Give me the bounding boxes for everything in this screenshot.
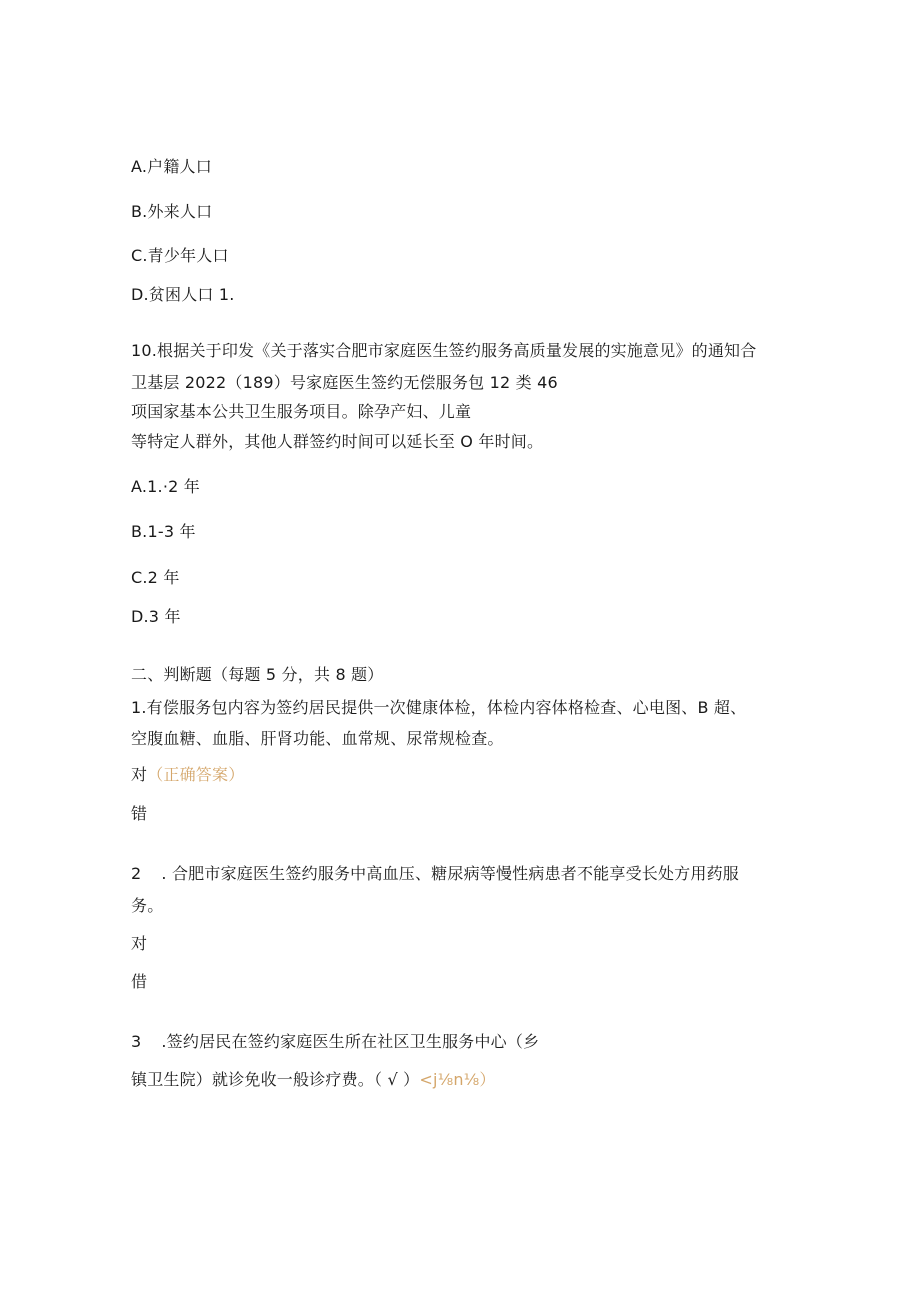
correct-answer-hint: （正确答案） xyxy=(147,765,245,784)
judge-q2-number: 2 xyxy=(131,864,142,883)
judge-q2-line-2: 务。 xyxy=(131,896,164,915)
q9-option-b: B.外来人口 xyxy=(131,202,213,221)
judge-q3-line-1 xyxy=(131,1032,539,1052)
section-heading: 二、判断题（每题 5 分，共 8 题） xyxy=(131,665,384,684)
q10-option-b: B.1-3 年 xyxy=(131,522,196,541)
q9-option-d: D.贫困人口 1. xyxy=(131,285,235,304)
q10-option-c: C.2 年 xyxy=(131,568,180,587)
q10-text-line-4: 等特定人群外，其他人群签约时间可以延长至 O 年时间。 xyxy=(131,432,544,451)
judge-q3-text-2: 镇卫生院）就诊免收一般诊疗费。（ √ ） xyxy=(131,1070,420,1089)
judge-q1-option-true xyxy=(131,765,244,785)
judge-q3-answer-hint: <j⅛n⅛） xyxy=(419,1070,496,1089)
judge-q1-option-false: 错 xyxy=(131,804,148,823)
q9-option-c: C.青少年人口 xyxy=(131,246,229,265)
judge-q2-option-true: 对 xyxy=(131,934,148,953)
judge-q2-text: . 合肥市家庭医生签约服务中高血压、糖尿病等慢性病患者不能享受长处方用药服 xyxy=(161,864,739,883)
q10-text-line-3: 项国家基本公共卫生服务项目。除孕产妇、儿童 xyxy=(131,402,472,421)
q10-option-a: A.1.·2 年 xyxy=(131,477,200,496)
judge-q3-text: .签约居民在签约家庭医生所在社区卫生服务中心（乡 xyxy=(161,1032,540,1051)
q10-text-line-1: 10.根据关于印发《关于落实合肥市家庭医生签约服务高质量发展的实施意见》的通知合 xyxy=(131,341,757,360)
q10-option-d: D.3 年 xyxy=(131,607,181,626)
q9-option-a: A.户籍人口 xyxy=(131,157,212,176)
judge-q3-number: 3 xyxy=(131,1032,142,1051)
judge-q2-line-1 xyxy=(131,864,739,884)
q10-text-line-2: 卫基层 2022（189）号家庭医生签约无偿服务包 12 类 46 xyxy=(131,373,558,392)
judge-q2-option-false: 借 xyxy=(131,972,148,991)
judge-q3-line-2 xyxy=(131,1070,496,1090)
judge-q1-line-2: 空腹血糖、血脂、肝肾功能、血常规、尿常规检查。 xyxy=(131,729,504,748)
judge-q1-line-1: 1.有偿服务包内容为签约居民提供一次健康体检，体检内容体格检查、心电图、B 超、 xyxy=(131,698,747,717)
option-true-label: 对 xyxy=(131,765,148,784)
